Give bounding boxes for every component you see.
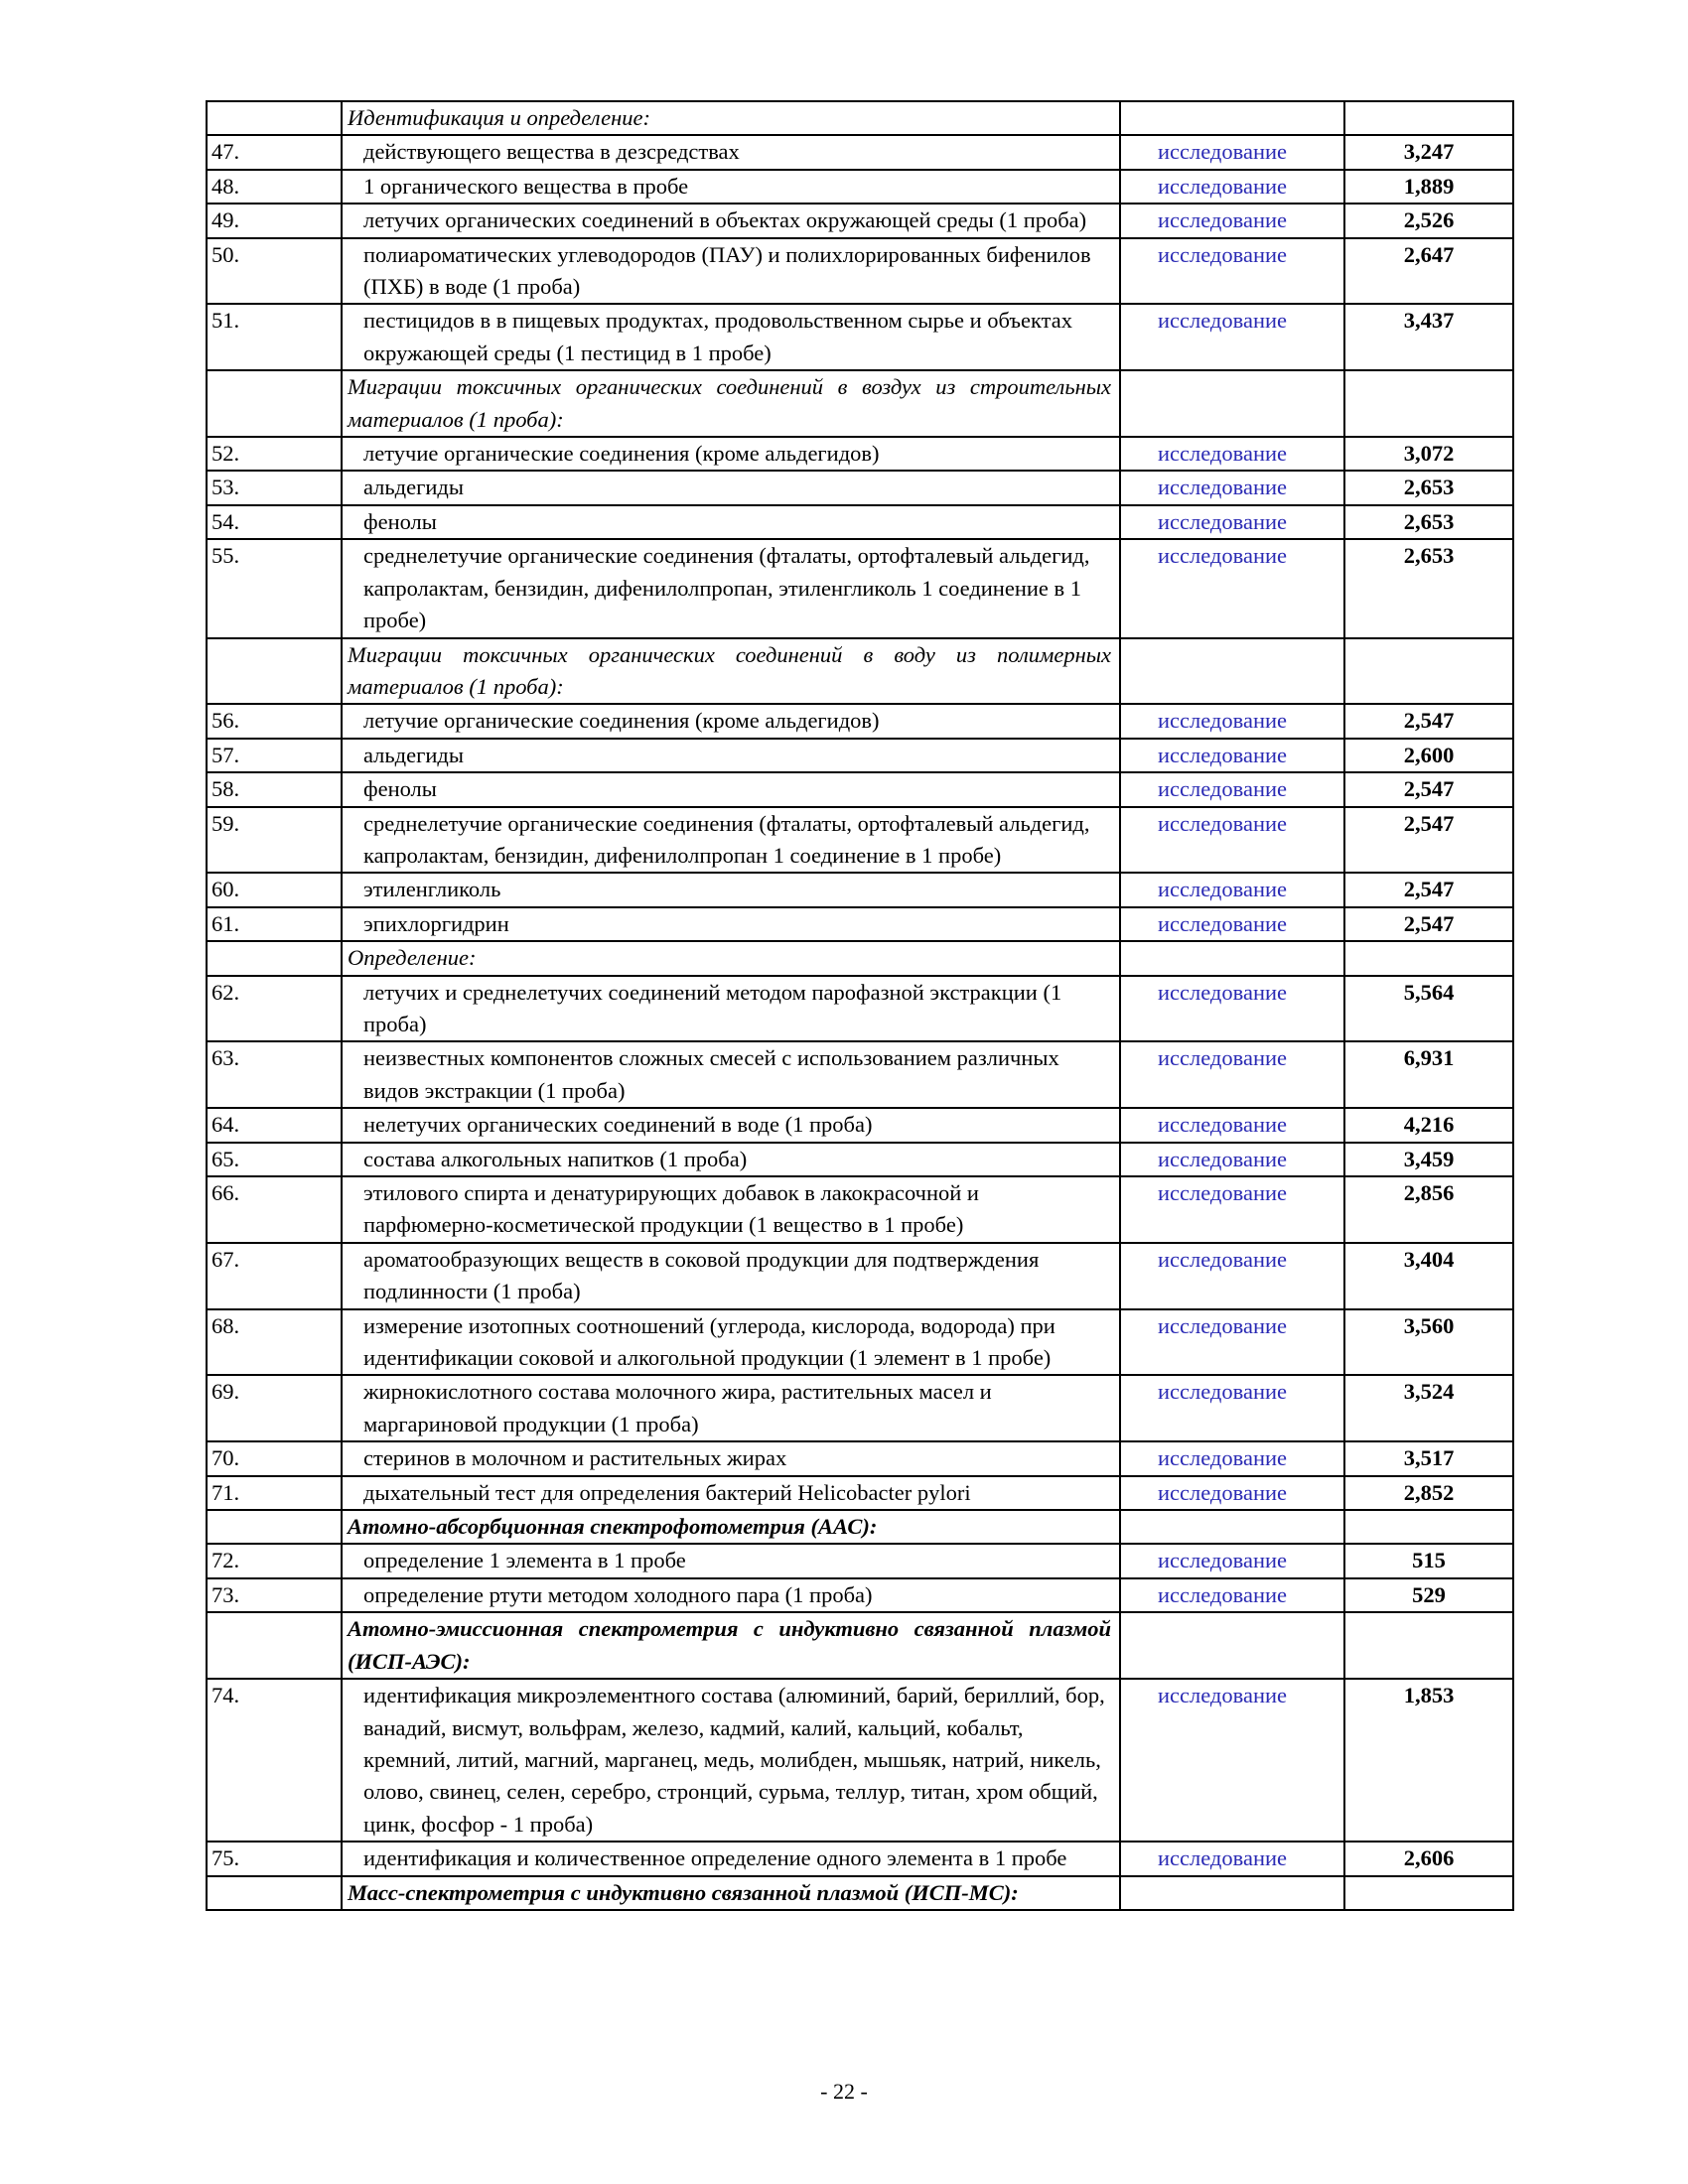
item-number: 59. bbox=[207, 807, 342, 874]
price-value: 2,856 bbox=[1344, 1176, 1513, 1243]
section-title: Масс-спектрометрия с индуктивно связанной плазмой (ИСП-МС): bbox=[342, 1876, 1120, 1910]
num-cell bbox=[207, 1510, 342, 1544]
service-name: неизвестных компонентов сложных смесей с использованием различных видов экстракции (1 проба) bbox=[342, 1041, 1120, 1108]
unit-of-measure: исследование bbox=[1120, 1441, 1344, 1475]
price-cell bbox=[1344, 638, 1513, 705]
table-row bbox=[207, 739, 1513, 772]
page-number: - 22 - bbox=[820, 2079, 868, 2104]
service-name: стеринов в молочном и растительных жирах bbox=[342, 1441, 1120, 1475]
price-cell bbox=[1344, 370, 1513, 437]
item-number: 75. bbox=[207, 1842, 342, 1875]
unit-of-measure: исследование bbox=[1120, 1041, 1344, 1108]
section-title: Миграции токсичных органических соединений в воздух из строительных материалов (1 проба): bbox=[342, 370, 1120, 437]
item-number: 68. bbox=[207, 1309, 342, 1376]
price-value: 4,216 bbox=[1344, 1108, 1513, 1142]
service-name: альдегиды bbox=[342, 739, 1120, 772]
table-row bbox=[207, 539, 1513, 637]
item-number: 56. bbox=[207, 704, 342, 738]
price-value: 2,606 bbox=[1344, 1842, 1513, 1875]
item-number: 54. bbox=[207, 505, 342, 539]
num-cell bbox=[207, 1876, 342, 1910]
item-number: 71. bbox=[207, 1476, 342, 1510]
unit-of-measure: исследование bbox=[1120, 1842, 1344, 1875]
item-number: 67. bbox=[207, 1243, 342, 1309]
unit-of-measure: исследование bbox=[1120, 204, 1344, 237]
item-number: 72. bbox=[207, 1544, 342, 1577]
unit-of-measure: исследование bbox=[1120, 1679, 1344, 1842]
item-number: 57. bbox=[207, 739, 342, 772]
item-number: 53. bbox=[207, 471, 342, 504]
service-name: определение ртути методом холодного пара (1 проба) bbox=[342, 1578, 1120, 1612]
service-name: среднелетучие органические соединения (фталаты, ортофталевый альдегид, капролактам, бензидин, дифенилолпропан 1 соединение в 1 пробе) bbox=[342, 807, 1120, 874]
table-row bbox=[207, 1041, 1513, 1108]
item-number: 51. bbox=[207, 304, 342, 370]
section-header-row bbox=[207, 1876, 1513, 1910]
unit-cell bbox=[1120, 101, 1344, 135]
table-row bbox=[207, 772, 1513, 806]
item-number: 52. bbox=[207, 437, 342, 471]
price-list-body bbox=[207, 101, 1513, 1910]
unit-of-measure: исследование bbox=[1120, 1108, 1344, 1142]
price-value: 2,647 bbox=[1344, 238, 1513, 305]
table-row bbox=[207, 437, 1513, 471]
unit-of-measure: исследование bbox=[1120, 704, 1344, 738]
unit-of-measure: исследование bbox=[1120, 1476, 1344, 1510]
service-name: эпихлоргидрин bbox=[342, 907, 1120, 941]
price-value: 2,653 bbox=[1344, 505, 1513, 539]
unit-of-measure: исследование bbox=[1120, 807, 1344, 874]
price-value: 3,072 bbox=[1344, 437, 1513, 471]
unit-of-measure: исследование bbox=[1120, 505, 1344, 539]
service-name: идентификация микроэлементного состава (алюминий, барий, бериллий, бор, ванадий, висмут, вольфрам, железо, кадмий, калий, кальций, кобальт, кремний, литий, магний, марганец, медь, молибден, мышьяк, натрий, никель, олово, свинец, селен, серебро, стронций, сурьма, теллур, титан, хром общий, цинк, фосфор - 1 проба) bbox=[342, 1679, 1120, 1842]
section-header-row bbox=[207, 1612, 1513, 1679]
table-row bbox=[207, 238, 1513, 305]
section-title: Определение: bbox=[342, 941, 1120, 975]
service-name: альдегиды bbox=[342, 471, 1120, 504]
price-value: 2,547 bbox=[1344, 772, 1513, 806]
price-value: 1,889 bbox=[1344, 170, 1513, 204]
num-cell bbox=[207, 1612, 342, 1679]
table-row bbox=[207, 1578, 1513, 1612]
table-row bbox=[207, 1679, 1513, 1842]
unit-of-measure: исследование bbox=[1120, 539, 1344, 637]
table-row bbox=[207, 1108, 1513, 1142]
item-number: 65. bbox=[207, 1143, 342, 1176]
item-number: 58. bbox=[207, 772, 342, 806]
item-number: 70. bbox=[207, 1441, 342, 1475]
price-value: 2,600 bbox=[1344, 739, 1513, 772]
table-row bbox=[207, 170, 1513, 204]
price-value: 3,524 bbox=[1344, 1375, 1513, 1441]
table-row bbox=[207, 1375, 1513, 1441]
item-number: 73. bbox=[207, 1578, 342, 1612]
table-row bbox=[207, 471, 1513, 504]
price-value: 515 bbox=[1344, 1544, 1513, 1577]
service-name: этилового спирта и денатурирующих добавок в лакокрасочной и парфюмерно-косметической продукции (1 вещество в 1 пробе) bbox=[342, 1176, 1120, 1243]
price-cell bbox=[1344, 101, 1513, 135]
table-row bbox=[207, 976, 1513, 1042]
section-title: Идентификация и определение: bbox=[342, 101, 1120, 135]
section-title: Миграции токсичных органических соединений в воду из полимерных материалов (1 проба): bbox=[342, 638, 1120, 705]
service-name: фенолы bbox=[342, 505, 1120, 539]
service-name: пестицидов в в пищевых продуктах, продовольственном сырье и объектах окружающей среды (1 пестицид в 1 пробе) bbox=[342, 304, 1120, 370]
table-row bbox=[207, 505, 1513, 539]
service-name: состава алкогольных напитков (1 проба) bbox=[342, 1143, 1120, 1176]
price-cell bbox=[1344, 1876, 1513, 1910]
table-row bbox=[207, 304, 1513, 370]
table-row bbox=[207, 1544, 1513, 1577]
price-value: 3,404 bbox=[1344, 1243, 1513, 1309]
table-row bbox=[207, 1476, 1513, 1510]
price-cell bbox=[1344, 1612, 1513, 1679]
unit-of-measure: исследование bbox=[1120, 739, 1344, 772]
price-value: 2,653 bbox=[1344, 471, 1513, 504]
service-name: ароматообразующих веществ в соковой продукции для подтверждения подлинности (1 проба) bbox=[342, 1243, 1120, 1309]
item-number: 60. bbox=[207, 873, 342, 906]
unit-of-measure: исследование bbox=[1120, 1375, 1344, 1441]
unit-of-measure: исследование bbox=[1120, 437, 1344, 471]
num-cell bbox=[207, 638, 342, 705]
price-cell bbox=[1344, 1510, 1513, 1544]
table-row bbox=[207, 1176, 1513, 1243]
num-cell bbox=[207, 101, 342, 135]
service-name: нелетучих органических соединений в воде (1 проба) bbox=[342, 1108, 1120, 1142]
item-number: 61. bbox=[207, 907, 342, 941]
service-name: 1 органического вещества в пробе bbox=[342, 170, 1120, 204]
unit-of-measure: исследование bbox=[1120, 170, 1344, 204]
price-value: 2,653 bbox=[1344, 539, 1513, 637]
unit-of-measure: исследование bbox=[1120, 304, 1344, 370]
table-row bbox=[207, 1441, 1513, 1475]
num-cell bbox=[207, 941, 342, 975]
price-value: 2,547 bbox=[1344, 873, 1513, 906]
unit-of-measure: исследование bbox=[1120, 238, 1344, 305]
price-value: 2,547 bbox=[1344, 807, 1513, 874]
unit-of-measure: исследование bbox=[1120, 907, 1344, 941]
item-number: 69. bbox=[207, 1375, 342, 1441]
item-number: 49. bbox=[207, 204, 342, 237]
table-row bbox=[207, 873, 1513, 906]
unit-of-measure: исследование bbox=[1120, 471, 1344, 504]
table-row bbox=[207, 1243, 1513, 1309]
service-name: идентификация и количественное определение одного элемента в 1 пробе bbox=[342, 1842, 1120, 1875]
price-value: 2,526 bbox=[1344, 204, 1513, 237]
service-name: летучие органические соединения (кроме альдегидов) bbox=[342, 437, 1120, 471]
unit-cell bbox=[1120, 941, 1344, 975]
table-row bbox=[207, 907, 1513, 941]
table-row bbox=[207, 135, 1513, 169]
price-value: 2,852 bbox=[1344, 1476, 1513, 1510]
service-name: измерение изотопных соотношений (углерода, кислорода, водорода) при идентификации соковой и алкогольной продукции (1 элемент в 1 пробе) bbox=[342, 1309, 1120, 1376]
item-number: 50. bbox=[207, 238, 342, 305]
table-row bbox=[207, 704, 1513, 738]
section-header-row bbox=[207, 638, 1513, 705]
item-number: 63. bbox=[207, 1041, 342, 1108]
item-number: 47. bbox=[207, 135, 342, 169]
unit-of-measure: исследование bbox=[1120, 1243, 1344, 1309]
unit-of-measure: исследование bbox=[1120, 873, 1344, 906]
table-row bbox=[207, 204, 1513, 237]
unit-of-measure: исследование bbox=[1120, 1578, 1344, 1612]
table-row bbox=[207, 807, 1513, 874]
section-title: Атомно-абсорбционная спектрофотометрия (ААС): bbox=[342, 1510, 1120, 1544]
price-value: 2,547 bbox=[1344, 907, 1513, 941]
price-value: 3,437 bbox=[1344, 304, 1513, 370]
unit-of-measure: исследование bbox=[1120, 1544, 1344, 1577]
unit-of-measure: исследование bbox=[1120, 1176, 1344, 1243]
price-value: 529 bbox=[1344, 1578, 1513, 1612]
table-row bbox=[207, 1143, 1513, 1176]
unit-of-measure: исследование bbox=[1120, 976, 1344, 1042]
num-cell bbox=[207, 370, 342, 437]
service-name: жирнокислотного состава молочного жира, растительных масел и маргариновой продукции (1 проба) bbox=[342, 1375, 1120, 1441]
price-value: 5,564 bbox=[1344, 976, 1513, 1042]
table-row bbox=[207, 1309, 1513, 1376]
table-row bbox=[207, 1842, 1513, 1875]
price-value: 3,247 bbox=[1344, 135, 1513, 169]
section-header-row bbox=[207, 101, 1513, 135]
item-number: 62. bbox=[207, 976, 342, 1042]
price-list-table bbox=[206, 100, 1514, 1911]
unit-cell bbox=[1120, 638, 1344, 705]
unit-of-measure: исследование bbox=[1120, 135, 1344, 169]
unit-cell bbox=[1120, 1510, 1344, 1544]
section-header-row bbox=[207, 370, 1513, 437]
service-name: летучие органические соединения (кроме альдегидов) bbox=[342, 704, 1120, 738]
unit-of-measure: исследование bbox=[1120, 772, 1344, 806]
price-value: 3,459 bbox=[1344, 1143, 1513, 1176]
service-name: полиароматических углеводородов (ПАУ) и полихлорированных бифенилов (ПХБ) в воде (1 проба) bbox=[342, 238, 1120, 305]
section-header-row bbox=[207, 1510, 1513, 1544]
unit-cell bbox=[1120, 1876, 1344, 1910]
section-header-row bbox=[207, 941, 1513, 975]
service-name: среднелетучие органические соединения (фталаты, ортофталевый альдегид, капролактам, бензидин, дифенилолпропан, этиленгликоль 1 соединение в 1 пробе) bbox=[342, 539, 1120, 637]
unit-of-measure: исследование bbox=[1120, 1309, 1344, 1376]
price-value: 3,560 bbox=[1344, 1309, 1513, 1376]
item-number: 55. bbox=[207, 539, 342, 637]
item-number: 66. bbox=[207, 1176, 342, 1243]
unit-cell bbox=[1120, 370, 1344, 437]
item-number: 48. bbox=[207, 170, 342, 204]
item-number: 64. bbox=[207, 1108, 342, 1142]
service-name: фенолы bbox=[342, 772, 1120, 806]
item-number: 74. bbox=[207, 1679, 342, 1842]
service-name: действующего вещества в дезсредствах bbox=[342, 135, 1120, 169]
service-name: дыхательный тест для определения бактерий Helicobacter pylori bbox=[342, 1476, 1120, 1510]
unit-cell bbox=[1120, 1612, 1344, 1679]
service-name: летучих и среднелетучих соединений методом парофазной экстракции (1 проба) bbox=[342, 976, 1120, 1042]
service-name: определение 1 элемента в 1 пробе bbox=[342, 1544, 1120, 1577]
unit-of-measure: исследование bbox=[1120, 1143, 1344, 1176]
service-name: этиленгликоль bbox=[342, 873, 1120, 906]
price-cell bbox=[1344, 941, 1513, 975]
section-title: Атомно-эмиссионная спектрометрия с индуктивно связанной плазмой (ИСП-АЭС): bbox=[342, 1612, 1120, 1679]
price-value: 2,547 bbox=[1344, 704, 1513, 738]
price-value: 1,853 bbox=[1344, 1679, 1513, 1842]
price-value: 3,517 bbox=[1344, 1441, 1513, 1475]
service-name: летучих органических соединений в объектах окружающей среды (1 проба) bbox=[342, 204, 1120, 237]
price-value: 6,931 bbox=[1344, 1041, 1513, 1108]
